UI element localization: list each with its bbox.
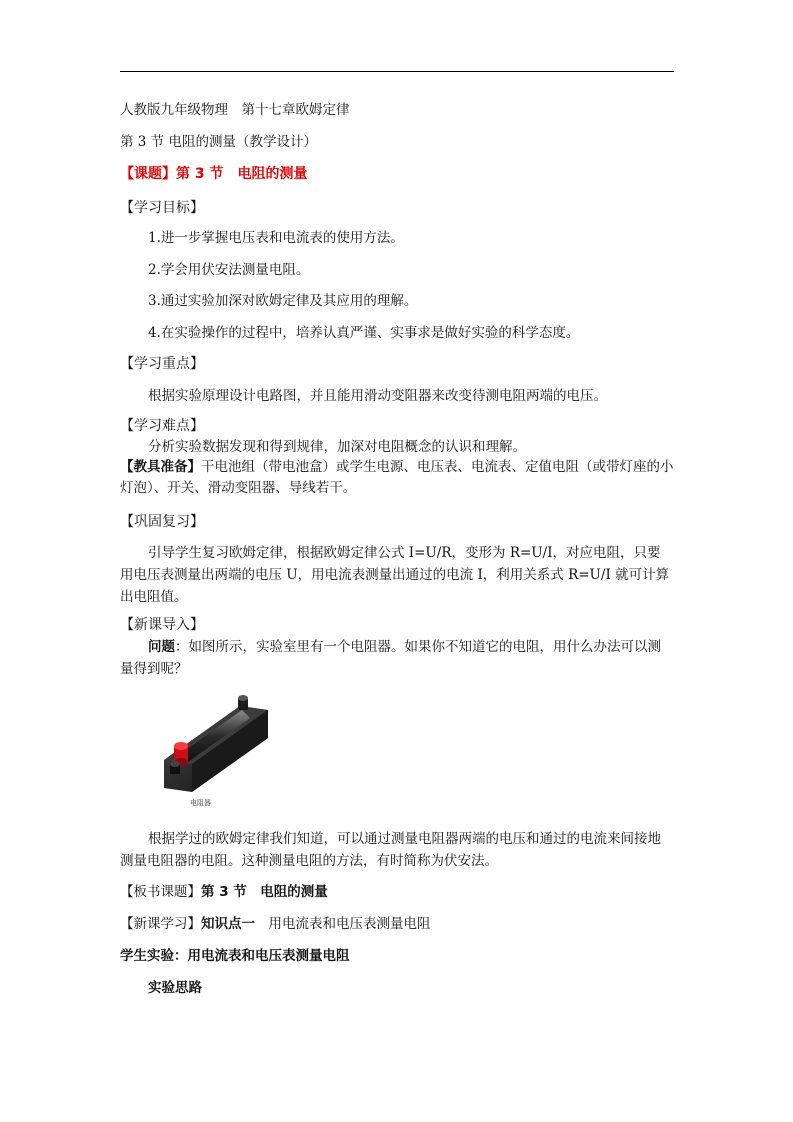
board-line <box>120 882 328 902</box>
section-title: 第 3 节 电阻的测量（教学设计） <box>120 134 317 150</box>
equipment-paragraph <box>120 457 674 499</box>
board-label: 【板书课题】 <box>120 884 201 900</box>
objective-item-4: 4.在实验操作的过程中，培养认真严谨、实事求是做好实验的科学态度。 <box>148 325 580 341</box>
topic-label: 【课题】 <box>120 166 176 182</box>
difficulties-text: 分析实验数据发现和得到规律，加深对电阻概念的认识和理解。 <box>148 439 526 455</box>
objective-item-3: 3.通过实验加深对欧姆定律及其应用的理解。 <box>148 293 418 309</box>
topic-text: 第 3 节 电阻的测量 <box>176 166 308 182</box>
experiment-title: 学生实验：用电流表和电压表测量电阻 <box>120 948 350 964</box>
new-lesson-label: 【新课学习】 <box>120 916 201 932</box>
intro-heading: 【新课导入】 <box>120 617 204 633</box>
review-text: 引导学生复习欧姆定律，根据欧姆定律公式 I=U/R，变形为 R=U/I，对应电阻，只要用电压表测量出两端的电压 U，用电流表测量出通过的电流 I，利用关系式 R=U/I 就可计算出电阻值。 <box>120 545 670 605</box>
key-points-text: 根据实验原理设计电路图，并且能用滑动变阻器来改变待测电阻两端的电压。 <box>148 388 607 404</box>
figure-caption: 电阻器 <box>190 799 211 807</box>
difficulties-heading: 【学习难点】 <box>120 418 204 434</box>
knowledge-point-label: 知识点一 <box>201 916 255 932</box>
intro-question <box>120 636 674 680</box>
topic-line <box>120 164 308 184</box>
question-label: 问题 <box>148 639 175 655</box>
question-text: ：如图所示，实验室里有一个电阻器。如果你不知道它的电阻，用什么办法可以测量得到呢？ <box>120 639 661 677</box>
book-title: 人教版九年级物理 第十七章欧姆定律 <box>120 102 350 118</box>
experiment-idea: 实验思路 <box>148 980 202 996</box>
intro-answer: 根据学过的欧姆定律我们知道，可以通过测量电阻器两端的电压和通过的电流来间接地测量电阻器的电阻。这种测量电阻的方法，有时简称为伏安法。 <box>120 831 661 869</box>
review-heading: 【巩固复习】 <box>120 514 204 530</box>
equipment-text: 干电池组（带电池盒）或学生电源、电压表、电流表、定值电阻（或带灯座的小灯泡）、开关、滑动变阻器、导线若干。 <box>120 459 674 496</box>
new-lesson-line <box>120 914 431 934</box>
resistor-image <box>158 688 270 810</box>
objective-item-1: 1.进一步掌握电压表和电流表的使用方法。 <box>148 230 404 246</box>
objectives-heading: 【学习目标】 <box>120 200 204 216</box>
header-rule <box>120 71 674 72</box>
equipment-heading: 【教具准备】 <box>120 459 201 475</box>
knowledge-point-text: 用电流表和电压表测量电阻 <box>255 916 431 932</box>
board-text: 第 3 节 电阻的测量 <box>201 884 328 900</box>
objective-item-2: 2.学会用伏安法测量电阻。 <box>148 262 310 278</box>
key-points-heading: 【学习重点】 <box>120 356 204 372</box>
